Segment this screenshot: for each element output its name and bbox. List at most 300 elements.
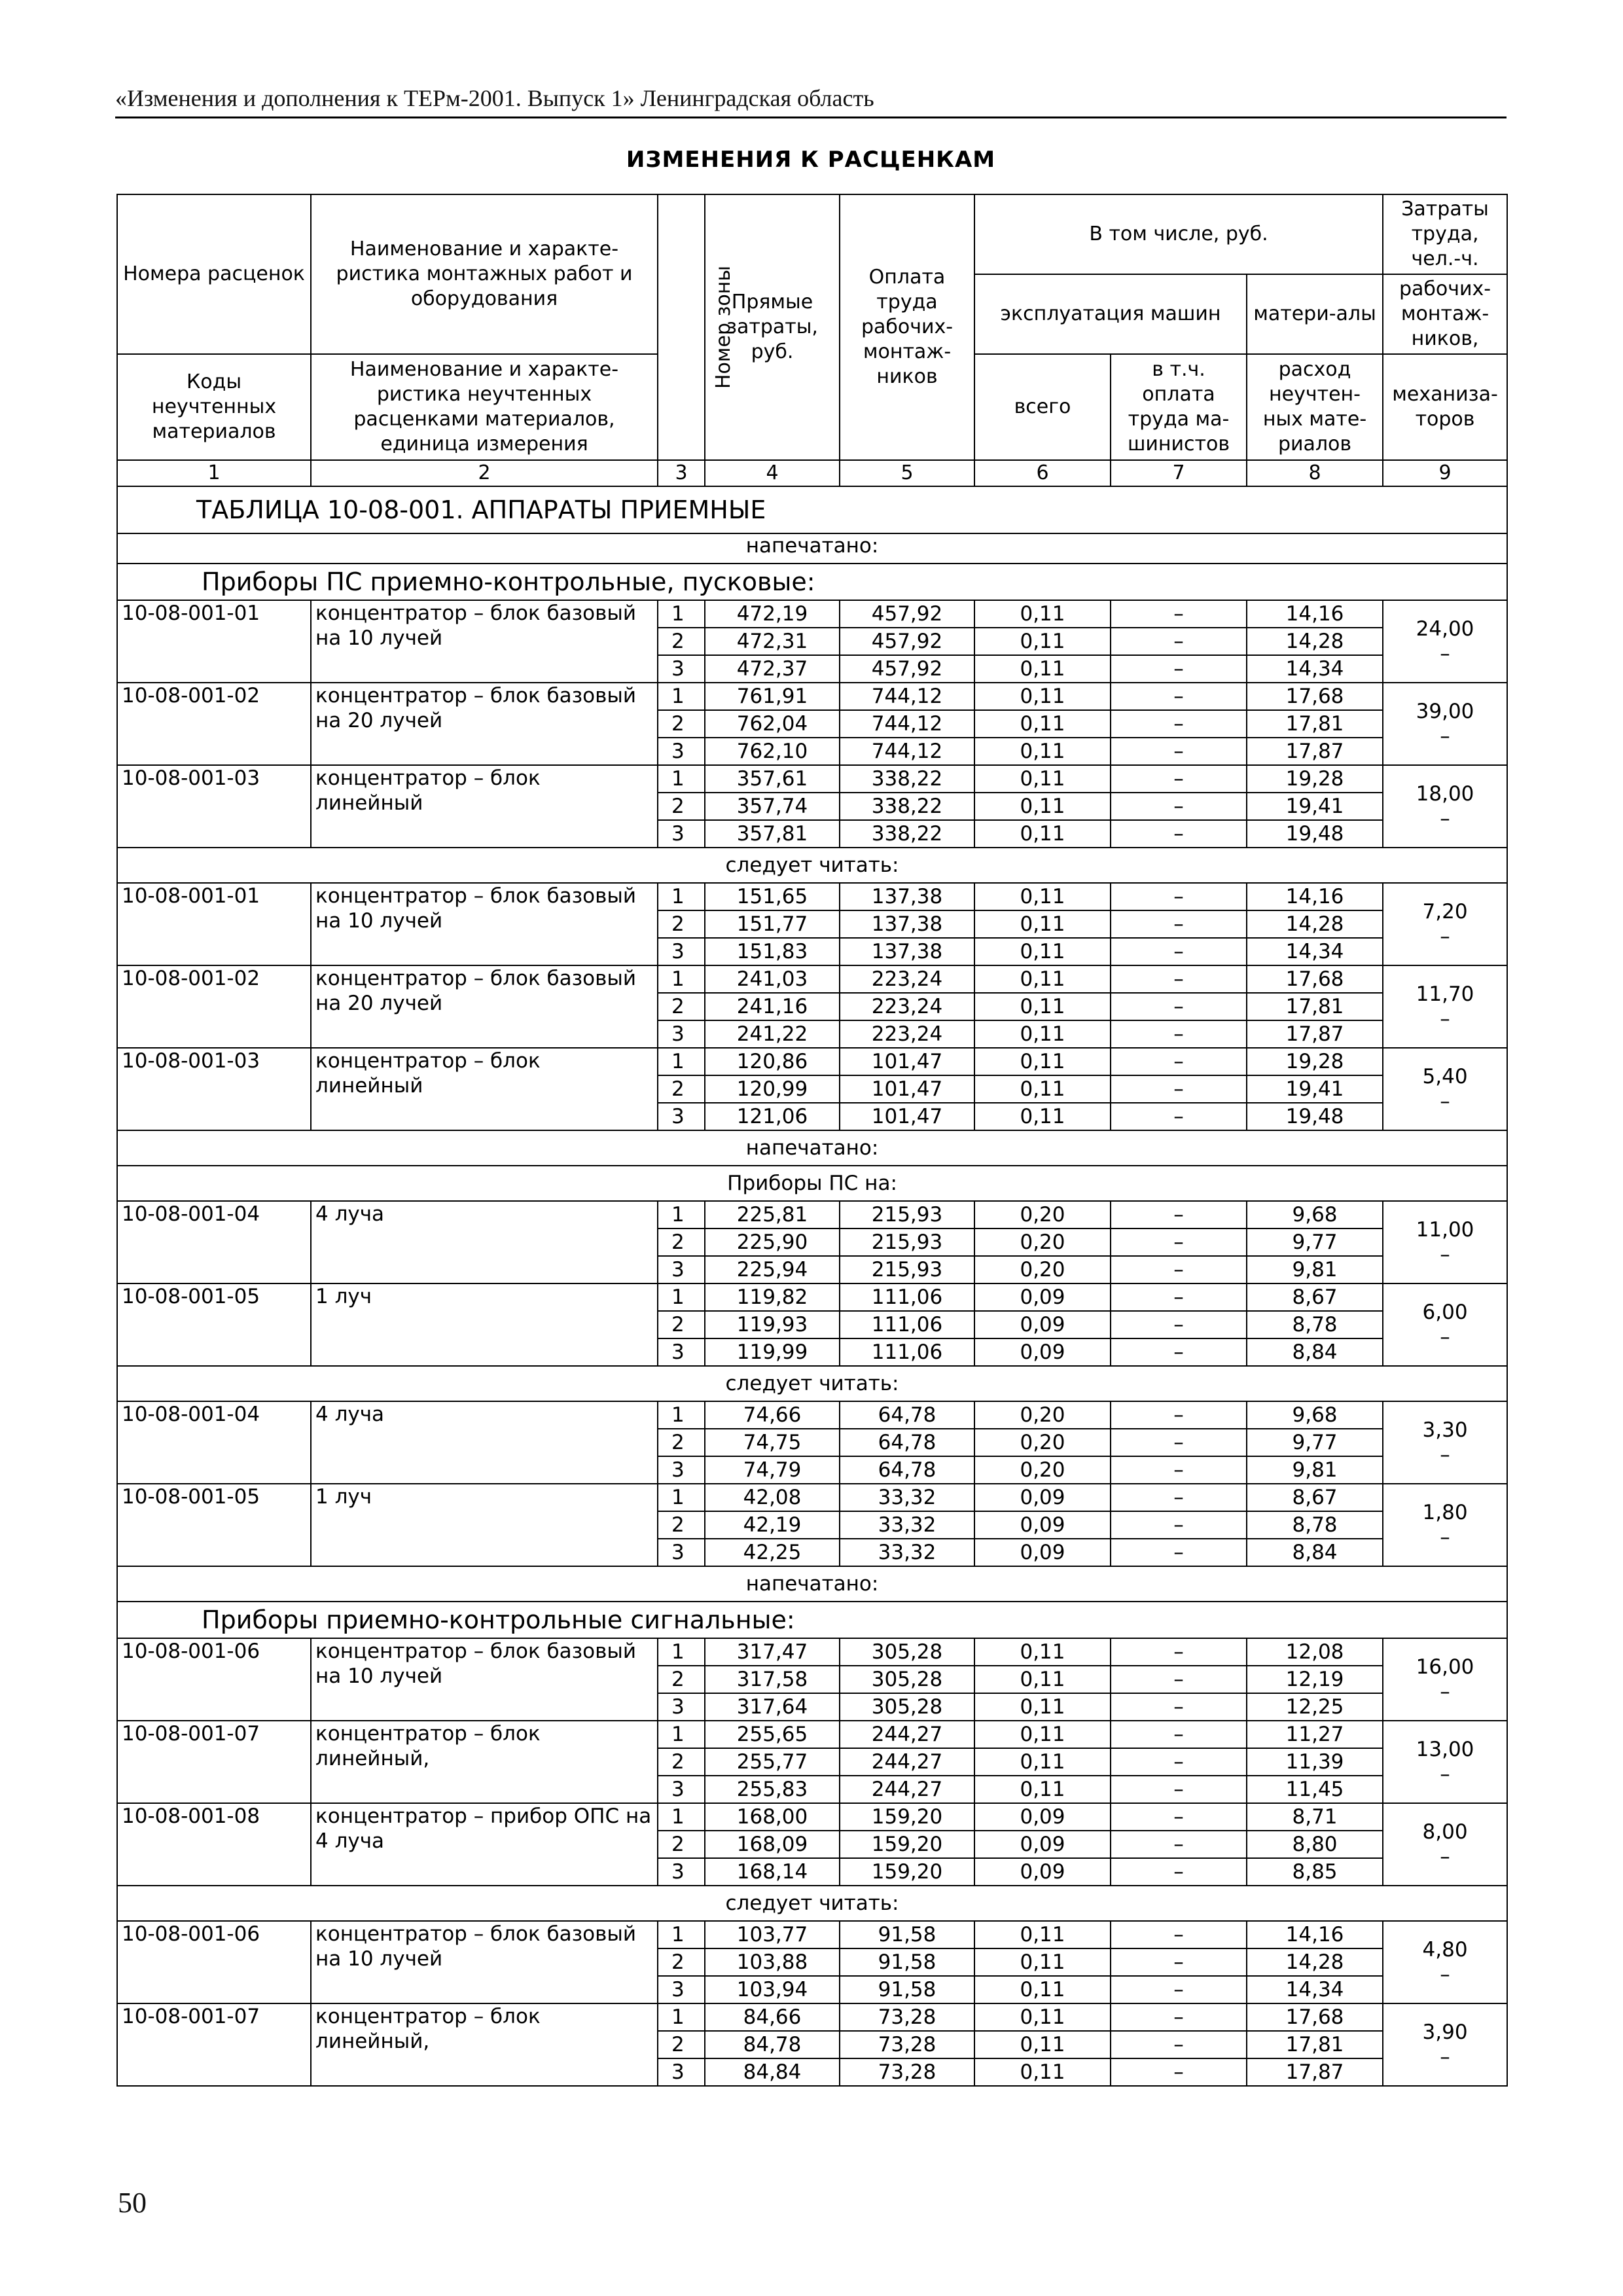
materials-cell: 8,84 (1247, 1539, 1383, 1566)
wages-cell: 73,28 (840, 2003, 974, 2031)
labor-workers-value: 5,40 (1422, 1065, 1468, 1088)
labor-costs-cell (1383, 883, 1507, 965)
machines-total-cell: 0,11 (974, 1638, 1111, 1666)
machines-total-cell: 0,11 (974, 1020, 1111, 1048)
labor-workers-value: 3,30 (1422, 1418, 1468, 1442)
header-including: В том числе, руб. (974, 194, 1383, 274)
direct-costs-cell: 120,86 (705, 1048, 840, 1075)
materials-cell: 9,81 (1247, 1256, 1383, 1283)
machines-total-cell: 0,11 (974, 1948, 1111, 1976)
zone-cell: 2 (658, 1948, 705, 1976)
materials-cell: 19,28 (1247, 1048, 1383, 1075)
wages-cell: 244,27 (840, 1748, 974, 1776)
wages-cell: 744,12 (840, 738, 974, 765)
materials-cell: 14,34 (1247, 938, 1383, 965)
machines-total-cell: 0,11 (974, 1776, 1111, 1803)
rate-code: 10-08-001-07 (117, 2003, 311, 2086)
wages-cell: 64,78 (840, 1429, 974, 1456)
zone-cell: 2 (658, 1748, 705, 1776)
labor-machinists-value: – (1440, 1526, 1450, 1549)
section-label-row (117, 1130, 1507, 1166)
section-label: следует читать: (117, 1366, 1507, 1401)
table-row (117, 1721, 1507, 1748)
materials-cell: 9,81 (1247, 1456, 1383, 1484)
direct-costs-cell: 168,00 (705, 1803, 840, 1831)
table-row (117, 600, 1507, 628)
section-label-row (117, 533, 1507, 564)
direct-costs-cell: 74,79 (705, 1456, 840, 1484)
machines-total-cell: 0,11 (974, 2058, 1111, 2086)
machinists-wages-cell: – (1111, 1229, 1247, 1256)
materials-cell: 14,28 (1247, 910, 1383, 938)
direct-costs-cell: 120,99 (705, 1075, 840, 1103)
wages-cell: 73,28 (840, 2058, 974, 2086)
materials-cell: 11,27 (1247, 1721, 1383, 1748)
header-zone-label: Номер зоны (712, 265, 736, 389)
machinists-wages-cell: – (1111, 965, 1247, 993)
rate-code: 10-08-001-08 (117, 1803, 311, 1886)
machines-total-cell: 0,20 (974, 1229, 1111, 1256)
direct-costs-cell: 84,66 (705, 2003, 840, 2031)
labor-workers-value: 18,00 (1416, 782, 1474, 806)
machinists-wages-cell: – (1111, 1511, 1247, 1539)
materials-cell: 8,67 (1247, 1283, 1383, 1311)
direct-costs-cell: 762,04 (705, 710, 840, 738)
rate-name: концентратор – блок линейный (311, 765, 658, 848)
direct-costs-cell: 103,88 (705, 1948, 840, 1976)
machinists-wages-cell: – (1111, 1484, 1247, 1511)
labor-workers-value: 16,00 (1416, 1655, 1474, 1679)
direct-costs-cell: 317,58 (705, 1666, 840, 1693)
labor-costs-cell (1383, 1803, 1507, 1886)
labor-machinists-value: – (1440, 1680, 1450, 1704)
wages-cell: 215,93 (840, 1256, 974, 1283)
wages-cell: 338,22 (840, 765, 974, 793)
header-labor-costs: Затраты труда, чел.-ч. (1383, 194, 1507, 274)
materials-cell: 17,87 (1247, 1020, 1383, 1048)
wages-cell: 244,27 (840, 1776, 974, 1803)
machinists-wages-cell: – (1111, 1976, 1247, 2003)
machines-total-cell: 0,11 (974, 1048, 1111, 1075)
header-machines: эксплуатация машин (974, 274, 1247, 354)
machinists-wages-cell: – (1111, 655, 1247, 683)
machinists-wages-cell: – (1111, 1201, 1247, 1229)
machinists-wages-cell: – (1111, 1803, 1247, 1831)
rate-code: 10-08-001-01 (117, 600, 311, 683)
direct-costs-cell: 241,16 (705, 993, 840, 1020)
machines-total-cell: 0,11 (974, 1075, 1111, 1103)
wages-cell: 101,47 (840, 1075, 974, 1103)
machinists-wages-cell: – (1111, 683, 1247, 710)
machines-total-cell: 0,11 (974, 820, 1111, 848)
zone-cell: 2 (658, 628, 705, 655)
section-label: Приборы ПС на: (117, 1166, 1507, 1201)
zone-cell: 1 (658, 1484, 705, 1511)
zone-cell: 1 (658, 883, 705, 910)
rate-code: 10-08-001-05 (117, 1484, 311, 1566)
materials-cell: 17,68 (1247, 965, 1383, 993)
wages-cell: 91,58 (840, 1976, 974, 2003)
machines-total-cell: 0,11 (974, 1976, 1111, 2003)
zone-cell: 3 (658, 1103, 705, 1130)
header-labor-machinists: механиза-торов (1383, 354, 1507, 460)
materials-cell: 9,77 (1247, 1429, 1383, 1456)
machinists-wages-cell: – (1111, 1456, 1247, 1484)
direct-costs-cell: 42,08 (705, 1484, 840, 1511)
table-row (117, 1921, 1507, 1948)
labor-workers-value: 11,00 (1416, 1218, 1474, 1242)
zone-cell: 1 (658, 600, 705, 628)
zone-cell: 3 (658, 820, 705, 848)
labor-workers-value: 13,00 (1416, 1738, 1474, 1761)
header-labor-workers: рабочих-монтаж-ников, (1383, 274, 1507, 354)
rate-name: 4 луча (311, 1401, 658, 1484)
materials-cell: 8,78 (1247, 1511, 1383, 1539)
materials-cell: 17,87 (1247, 738, 1383, 765)
machinists-wages-cell: – (1111, 993, 1247, 1020)
labor-costs-cell (1383, 1484, 1507, 1566)
materials-cell: 11,45 (1247, 1776, 1383, 1803)
machines-total-cell: 0,20 (974, 1429, 1111, 1456)
labor-machinists-value: – (1440, 2045, 1450, 2069)
zone-cell: 3 (658, 1776, 705, 1803)
direct-costs-cell: 472,31 (705, 628, 840, 655)
machines-total-cell: 0,11 (974, 1103, 1111, 1130)
group-title: Приборы ПС приемно-контрольные, пусковые: (117, 564, 1507, 600)
machines-total-cell: 0,11 (974, 1693, 1111, 1721)
machinists-wages-cell: – (1111, 1075, 1247, 1103)
column-number: 4 (705, 460, 840, 486)
column-number: 8 (1247, 460, 1383, 486)
zone-cell: 2 (658, 1831, 705, 1858)
materials-cell: 19,48 (1247, 1103, 1383, 1130)
machines-total-cell: 0,09 (974, 1338, 1111, 1366)
labor-machinists-value: – (1440, 725, 1450, 748)
zone-cell: 1 (658, 765, 705, 793)
direct-costs-cell: 255,65 (705, 1721, 840, 1748)
zone-cell: 2 (658, 710, 705, 738)
wages-cell: 215,93 (840, 1229, 974, 1256)
rate-code: 10-08-001-03 (117, 765, 311, 848)
rate-name: концентратор – блок базовый на 10 лучей (311, 1638, 658, 1721)
labor-workers-value: 4,80 (1422, 1938, 1468, 1962)
materials-cell: 14,34 (1247, 655, 1383, 683)
machines-total-cell: 0,20 (974, 1201, 1111, 1229)
wages-cell: 223,24 (840, 965, 974, 993)
wages-cell: 91,58 (840, 1948, 974, 1976)
zone-cell: 1 (658, 965, 705, 993)
materials-cell: 9,68 (1247, 1201, 1383, 1229)
rate-name: концентратор – блок линейный (311, 1048, 658, 1130)
materials-cell: 8,71 (1247, 1803, 1383, 1831)
machinists-wages-cell: – (1111, 710, 1247, 738)
machinists-wages-cell: – (1111, 1858, 1247, 1886)
wages-cell: 33,32 (840, 1539, 974, 1566)
zone-cell: 3 (658, 1020, 705, 1048)
wages-cell: 223,24 (840, 993, 974, 1020)
wages-cell: 64,78 (840, 1456, 974, 1484)
labor-workers-value: 24,00 (1416, 617, 1474, 641)
machinists-wages-cell: – (1111, 765, 1247, 793)
column-number: 5 (840, 460, 974, 486)
machinists-wages-cell: – (1111, 1256, 1247, 1283)
machines-total-cell: 0,11 (974, 738, 1111, 765)
zone-cell: 2 (658, 1229, 705, 1256)
labor-workers-value: 3,90 (1422, 2020, 1468, 2044)
wages-cell: 33,32 (840, 1484, 974, 1511)
direct-costs-cell: 472,37 (705, 655, 840, 683)
materials-cell: 11,39 (1247, 1748, 1383, 1776)
machines-total-cell: 0,11 (974, 965, 1111, 993)
wages-cell: 338,22 (840, 820, 974, 848)
materials-cell: 14,16 (1247, 600, 1383, 628)
zone-cell: 2 (658, 1666, 705, 1693)
machines-total-cell: 0,11 (974, 883, 1111, 910)
direct-costs-cell: 151,65 (705, 883, 840, 910)
machinists-wages-cell: – (1111, 1831, 1247, 1858)
materials-cell: 19,48 (1247, 820, 1383, 848)
wages-cell: 111,06 (840, 1283, 974, 1311)
materials-cell: 14,16 (1247, 1921, 1383, 1948)
table-row (117, 1484, 1507, 1511)
header-material-codes: Коды неучтенных материалов (117, 354, 311, 460)
table-header (117, 194, 1507, 486)
machines-total-cell: 0,09 (974, 1803, 1111, 1831)
materials-cell: 17,81 (1247, 710, 1383, 738)
machines-total-cell: 0,11 (974, 2003, 1111, 2031)
header-zone (658, 194, 736, 460)
section-label: напечатано: (117, 1130, 1507, 1166)
machines-total-cell: 0,11 (974, 1721, 1111, 1748)
zone-cell: 2 (658, 1311, 705, 1338)
direct-costs-cell: 255,77 (705, 1748, 840, 1776)
direct-costs-cell: 84,78 (705, 2031, 840, 2058)
zone-cell: 3 (658, 655, 705, 683)
materials-cell: 9,77 (1247, 1229, 1383, 1256)
table-row (117, 1638, 1507, 1666)
direct-costs-cell: 74,66 (705, 1401, 840, 1429)
direct-costs-cell: 241,03 (705, 965, 840, 993)
header-machinists-wages: в т.ч. оплата труда ма-шинистов (1111, 354, 1247, 460)
direct-costs-cell: 119,99 (705, 1338, 840, 1366)
direct-costs-cell: 103,94 (705, 1976, 840, 2003)
machinists-wages-cell: – (1111, 2003, 1247, 2031)
materials-cell: 14,28 (1247, 1948, 1383, 1976)
materials-cell: 8,84 (1247, 1338, 1383, 1366)
machines-total-cell: 0,20 (974, 1256, 1111, 1283)
direct-costs-cell: 74,75 (705, 1429, 840, 1456)
direct-costs-cell: 255,83 (705, 1776, 840, 1803)
rate-name: концентратор – блок линейный, (311, 1721, 658, 1803)
rate-code: 10-08-001-04 (117, 1201, 311, 1283)
materials-cell: 14,28 (1247, 628, 1383, 655)
materials-cell: 8,78 (1247, 1311, 1383, 1338)
zone-cell: 1 (658, 1803, 705, 1831)
machines-total-cell: 0,11 (974, 910, 1111, 938)
labor-machinists-value: – (1440, 642, 1450, 666)
wages-cell: 137,38 (840, 938, 974, 965)
section-label-row (117, 1886, 1507, 1921)
materials-cell: 17,68 (1247, 2003, 1383, 2031)
column-number: 2 (311, 460, 658, 486)
labor-costs-cell (1383, 1721, 1507, 1803)
section-label: следует читать: (117, 848, 1507, 883)
section-label-row (117, 1366, 1507, 1401)
zone-cell: 2 (658, 1511, 705, 1539)
zone-cell: 1 (658, 1201, 705, 1229)
zone-cell: 2 (658, 1429, 705, 1456)
machinists-wages-cell: – (1111, 1539, 1247, 1566)
rate-name: концентратор – блок базовый на 10 лучей (311, 1921, 658, 2003)
machinists-wages-cell: – (1111, 1283, 1247, 1311)
rate-code: 10-08-001-06 (117, 1638, 311, 1721)
rate-name: 1 луч (311, 1484, 658, 1566)
rate-code: 10-08-001-01 (117, 883, 311, 965)
materials-cell: 8,85 (1247, 1858, 1383, 1886)
machinists-wages-cell: – (1111, 938, 1247, 965)
labor-machinists-value: – (1440, 1243, 1450, 1266)
labor-workers-value: 11,70 (1416, 982, 1474, 1006)
labor-costs-cell (1383, 1201, 1507, 1283)
materials-cell: 17,81 (1247, 993, 1383, 1020)
materials-cell: 12,08 (1247, 1638, 1383, 1666)
labor-costs-cell (1383, 1048, 1507, 1130)
materials-cell: 8,67 (1247, 1484, 1383, 1511)
column-number: 9 (1383, 460, 1507, 486)
wages-cell: 305,28 (840, 1638, 974, 1666)
machines-total-cell: 0,09 (974, 1311, 1111, 1338)
machines-total-cell: 0,11 (974, 1666, 1111, 1693)
section-title: ИЗМЕНЕНИЯ К РАСЦЕНКАМ (626, 147, 996, 173)
labor-costs-cell (1383, 1401, 1507, 1484)
wages-cell: 137,38 (840, 883, 974, 910)
rate-name: концентратор – блок базовый на 20 лучей (311, 965, 658, 1048)
rate-name: концентратор – блок базовый на 10 лучей (311, 883, 658, 965)
zone-cell: 3 (658, 1456, 705, 1484)
zone-cell: 3 (658, 2058, 705, 2086)
zone-cell: 1 (658, 1721, 705, 1748)
direct-costs-cell: 103,77 (705, 1921, 840, 1948)
machines-total-cell: 0,11 (974, 655, 1111, 683)
machinists-wages-cell: – (1111, 883, 1247, 910)
materials-cell: 17,87 (1247, 2058, 1383, 2086)
direct-costs-cell: 42,19 (705, 1511, 840, 1539)
materials-cell: 17,68 (1247, 683, 1383, 710)
labor-costs-cell (1383, 965, 1507, 1048)
machines-total-cell: 0,09 (974, 1484, 1111, 1511)
wages-cell: 744,12 (840, 683, 974, 710)
header-work-name: Наименование и характе-ристика монтажных работ и оборудования (311, 194, 658, 354)
wages-cell: 159,20 (840, 1831, 974, 1858)
direct-costs-cell: 761,91 (705, 683, 840, 710)
machinists-wages-cell: – (1111, 910, 1247, 938)
rate-code: 10-08-001-04 (117, 1401, 311, 1484)
direct-costs-cell: 151,77 (705, 910, 840, 938)
zone-cell: 1 (658, 1048, 705, 1075)
zone-cell: 2 (658, 1075, 705, 1103)
header-machines-total: всего (974, 354, 1111, 460)
direct-costs-cell: 241,22 (705, 1020, 840, 1048)
zone-cell: 1 (658, 1283, 705, 1311)
wages-cell: 33,32 (840, 1511, 974, 1539)
wages-cell: 159,20 (840, 1858, 974, 1886)
header-material-name: Наименование и характе-ристика неучтенных расценками материалов, единица измерения (311, 354, 658, 460)
wages-cell: 159,20 (840, 1803, 974, 1831)
zone-cell: 3 (658, 1693, 705, 1721)
direct-costs-cell: 762,10 (705, 738, 840, 765)
direct-costs-cell: 151,83 (705, 938, 840, 965)
materials-cell: 9,68 (1247, 1401, 1383, 1429)
labor-costs-cell (1383, 2003, 1507, 2086)
wages-cell: 111,06 (840, 1311, 974, 1338)
column-number: 1 (117, 460, 311, 486)
rate-code: 10-08-001-07 (117, 1721, 311, 1803)
direct-costs-cell: 472,19 (705, 600, 840, 628)
zone-cell: 3 (658, 1338, 705, 1366)
machinists-wages-cell: – (1111, 600, 1247, 628)
wages-cell: 73,28 (840, 2031, 974, 2058)
direct-costs-cell: 357,81 (705, 820, 840, 848)
machines-total-cell: 0,20 (974, 1456, 1111, 1484)
zone-cell: 1 (658, 1401, 705, 1429)
machines-total-cell: 0,11 (974, 628, 1111, 655)
materials-cell: 12,25 (1247, 1693, 1383, 1721)
machinists-wages-cell: – (1111, 793, 1247, 820)
table-row (117, 2003, 1507, 2031)
labor-machinists-value: – (1440, 1443, 1450, 1467)
page-number: 50 (118, 2187, 147, 2219)
machines-total-cell: 0,11 (974, 793, 1111, 820)
machinists-wages-cell: – (1111, 1693, 1247, 1721)
machinists-wages-cell: – (1111, 1638, 1247, 1666)
machines-total-cell: 0,09 (974, 1283, 1111, 1311)
machines-total-cell: 0,20 (974, 1401, 1111, 1429)
machines-total-cell: 0,09 (974, 1858, 1111, 1886)
machines-total-cell: 0,11 (974, 710, 1111, 738)
rate-name: концентратор – блок базовый на 10 лучей (311, 600, 658, 683)
labor-costs-cell (1383, 765, 1507, 848)
header-direct-costs: Прямые затраты, руб. (705, 194, 840, 460)
labor-workers-value: 39,00 (1416, 700, 1474, 723)
wages-cell: 111,06 (840, 1338, 974, 1366)
machines-total-cell: 0,11 (974, 938, 1111, 965)
labor-costs-cell (1383, 683, 1507, 765)
labor-machinists-value: – (1440, 807, 1450, 831)
machines-total-cell: 0,11 (974, 600, 1111, 628)
rate-code: 10-08-001-06 (117, 1921, 311, 2003)
direct-costs-cell: 225,94 (705, 1256, 840, 1283)
rate-code: 10-08-001-02 (117, 965, 311, 1048)
labor-workers-value: 6,00 (1422, 1300, 1468, 1324)
zone-cell: 1 (658, 2003, 705, 2031)
column-numbers-row (117, 460, 1507, 486)
section-label-row (117, 848, 1507, 883)
wages-cell: 101,47 (840, 1103, 974, 1130)
machinists-wages-cell: – (1111, 820, 1247, 848)
materials-cell: 19,41 (1247, 1075, 1383, 1103)
wages-cell: 457,92 (840, 628, 974, 655)
header-wages: Оплата труда рабочих-монтаж-ников (840, 194, 974, 460)
direct-costs-cell: 225,81 (705, 1201, 840, 1229)
wages-cell: 305,28 (840, 1666, 974, 1693)
direct-costs-cell: 317,47 (705, 1638, 840, 1666)
labor-costs-cell (1383, 1283, 1507, 1366)
running-head: «Изменения и дополнения к ТЕРм-2001. Выпуск 1» Ленинградская область (115, 84, 1507, 118)
machinists-wages-cell: – (1111, 1429, 1247, 1456)
wages-cell: 305,28 (840, 1693, 974, 1721)
wages-cell: 244,27 (840, 1721, 974, 1748)
labor-costs-cell (1383, 1921, 1507, 2003)
